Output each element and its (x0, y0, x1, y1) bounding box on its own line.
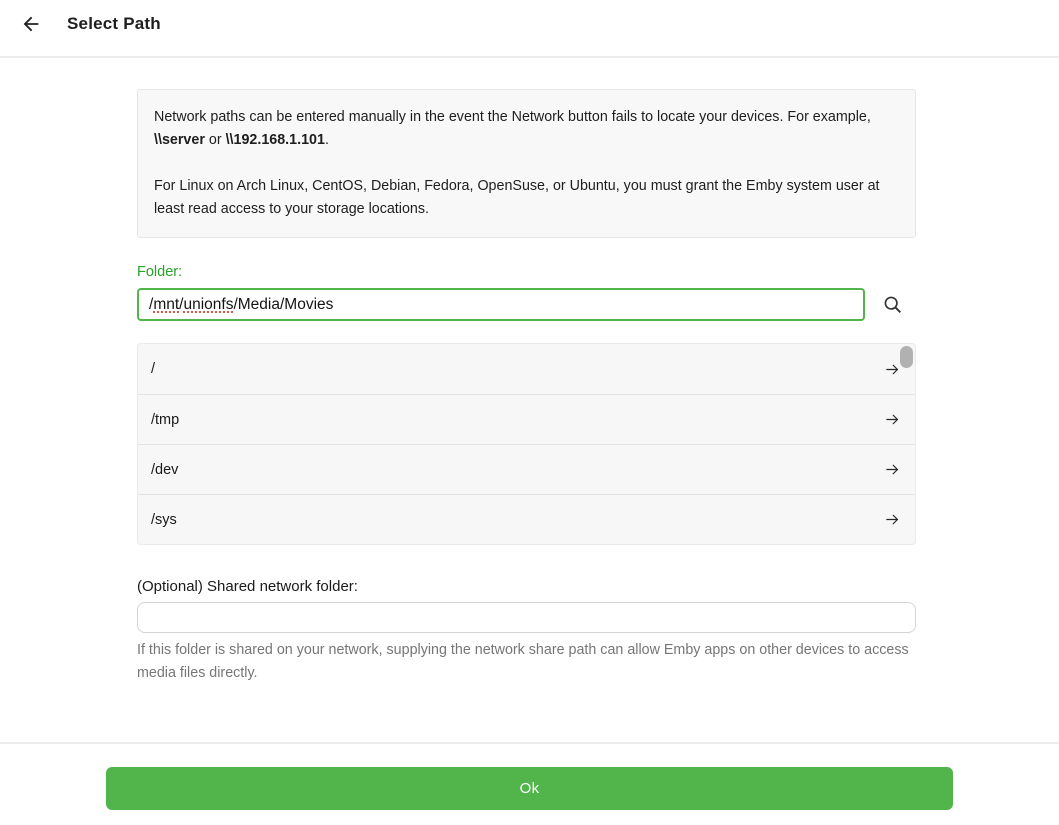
directory-item-label: / (151, 361, 156, 377)
directory-item-label: /sys (151, 511, 177, 528)
arrow-right-icon (884, 411, 901, 428)
search-button[interactable] (881, 293, 905, 317)
info-paragraph-linux: For Linux on Arch Linux, CentOS, Debian, Fedora, OpenSuse, or Ubuntu, you must grant the Emby system user at least read access to your storage locations. (154, 178, 880, 217)
shared-network-folder-help: If this folder is shared on your network, supplying the network share path can allow Emby apps on other devices to access media files directly. (137, 642, 909, 681)
arrow-right-icon (884, 361, 901, 378)
directory-item-label: /tmp (151, 411, 180, 428)
search-icon (882, 294, 904, 316)
directory-item-root[interactable] (138, 344, 915, 394)
directory-item-label: /dev (151, 461, 179, 478)
info-paragraph-network: Network paths can be entered manually in the event the Network button fails to locate your devices. For example, \\server or \\192.168.1.101. (154, 109, 871, 148)
back-button[interactable] (14, 7, 48, 41)
footer-bar (0, 742, 1059, 825)
ok-button[interactable]: Ok (106, 767, 953, 810)
arrow-right-icon (884, 461, 901, 478)
directory-item-sys[interactable] (138, 494, 915, 544)
directory-list (137, 343, 916, 545)
folder-path-input[interactable]: / mnt / unionfs /Media/Movies (137, 288, 865, 321)
app-bar (0, 0, 1059, 47)
folder-label: Folder: (137, 264, 183, 280)
directory-item-dev[interactable] (138, 444, 915, 494)
directory-item-tmp[interactable] (138, 394, 915, 444)
select-path-form (137, 58, 916, 685)
list-scrollbar-thumb[interactable] (900, 346, 913, 368)
folder-input-row (137, 288, 916, 321)
page-title: Select Path (67, 13, 161, 33)
shared-network-folder-input[interactable] (137, 602, 916, 633)
network-path-info-box (137, 89, 916, 238)
arrow-left-icon (20, 13, 42, 35)
shared-network-folder-label: (Optional) Shared network folder: (137, 578, 358, 595)
arrow-right-icon (884, 511, 901, 528)
